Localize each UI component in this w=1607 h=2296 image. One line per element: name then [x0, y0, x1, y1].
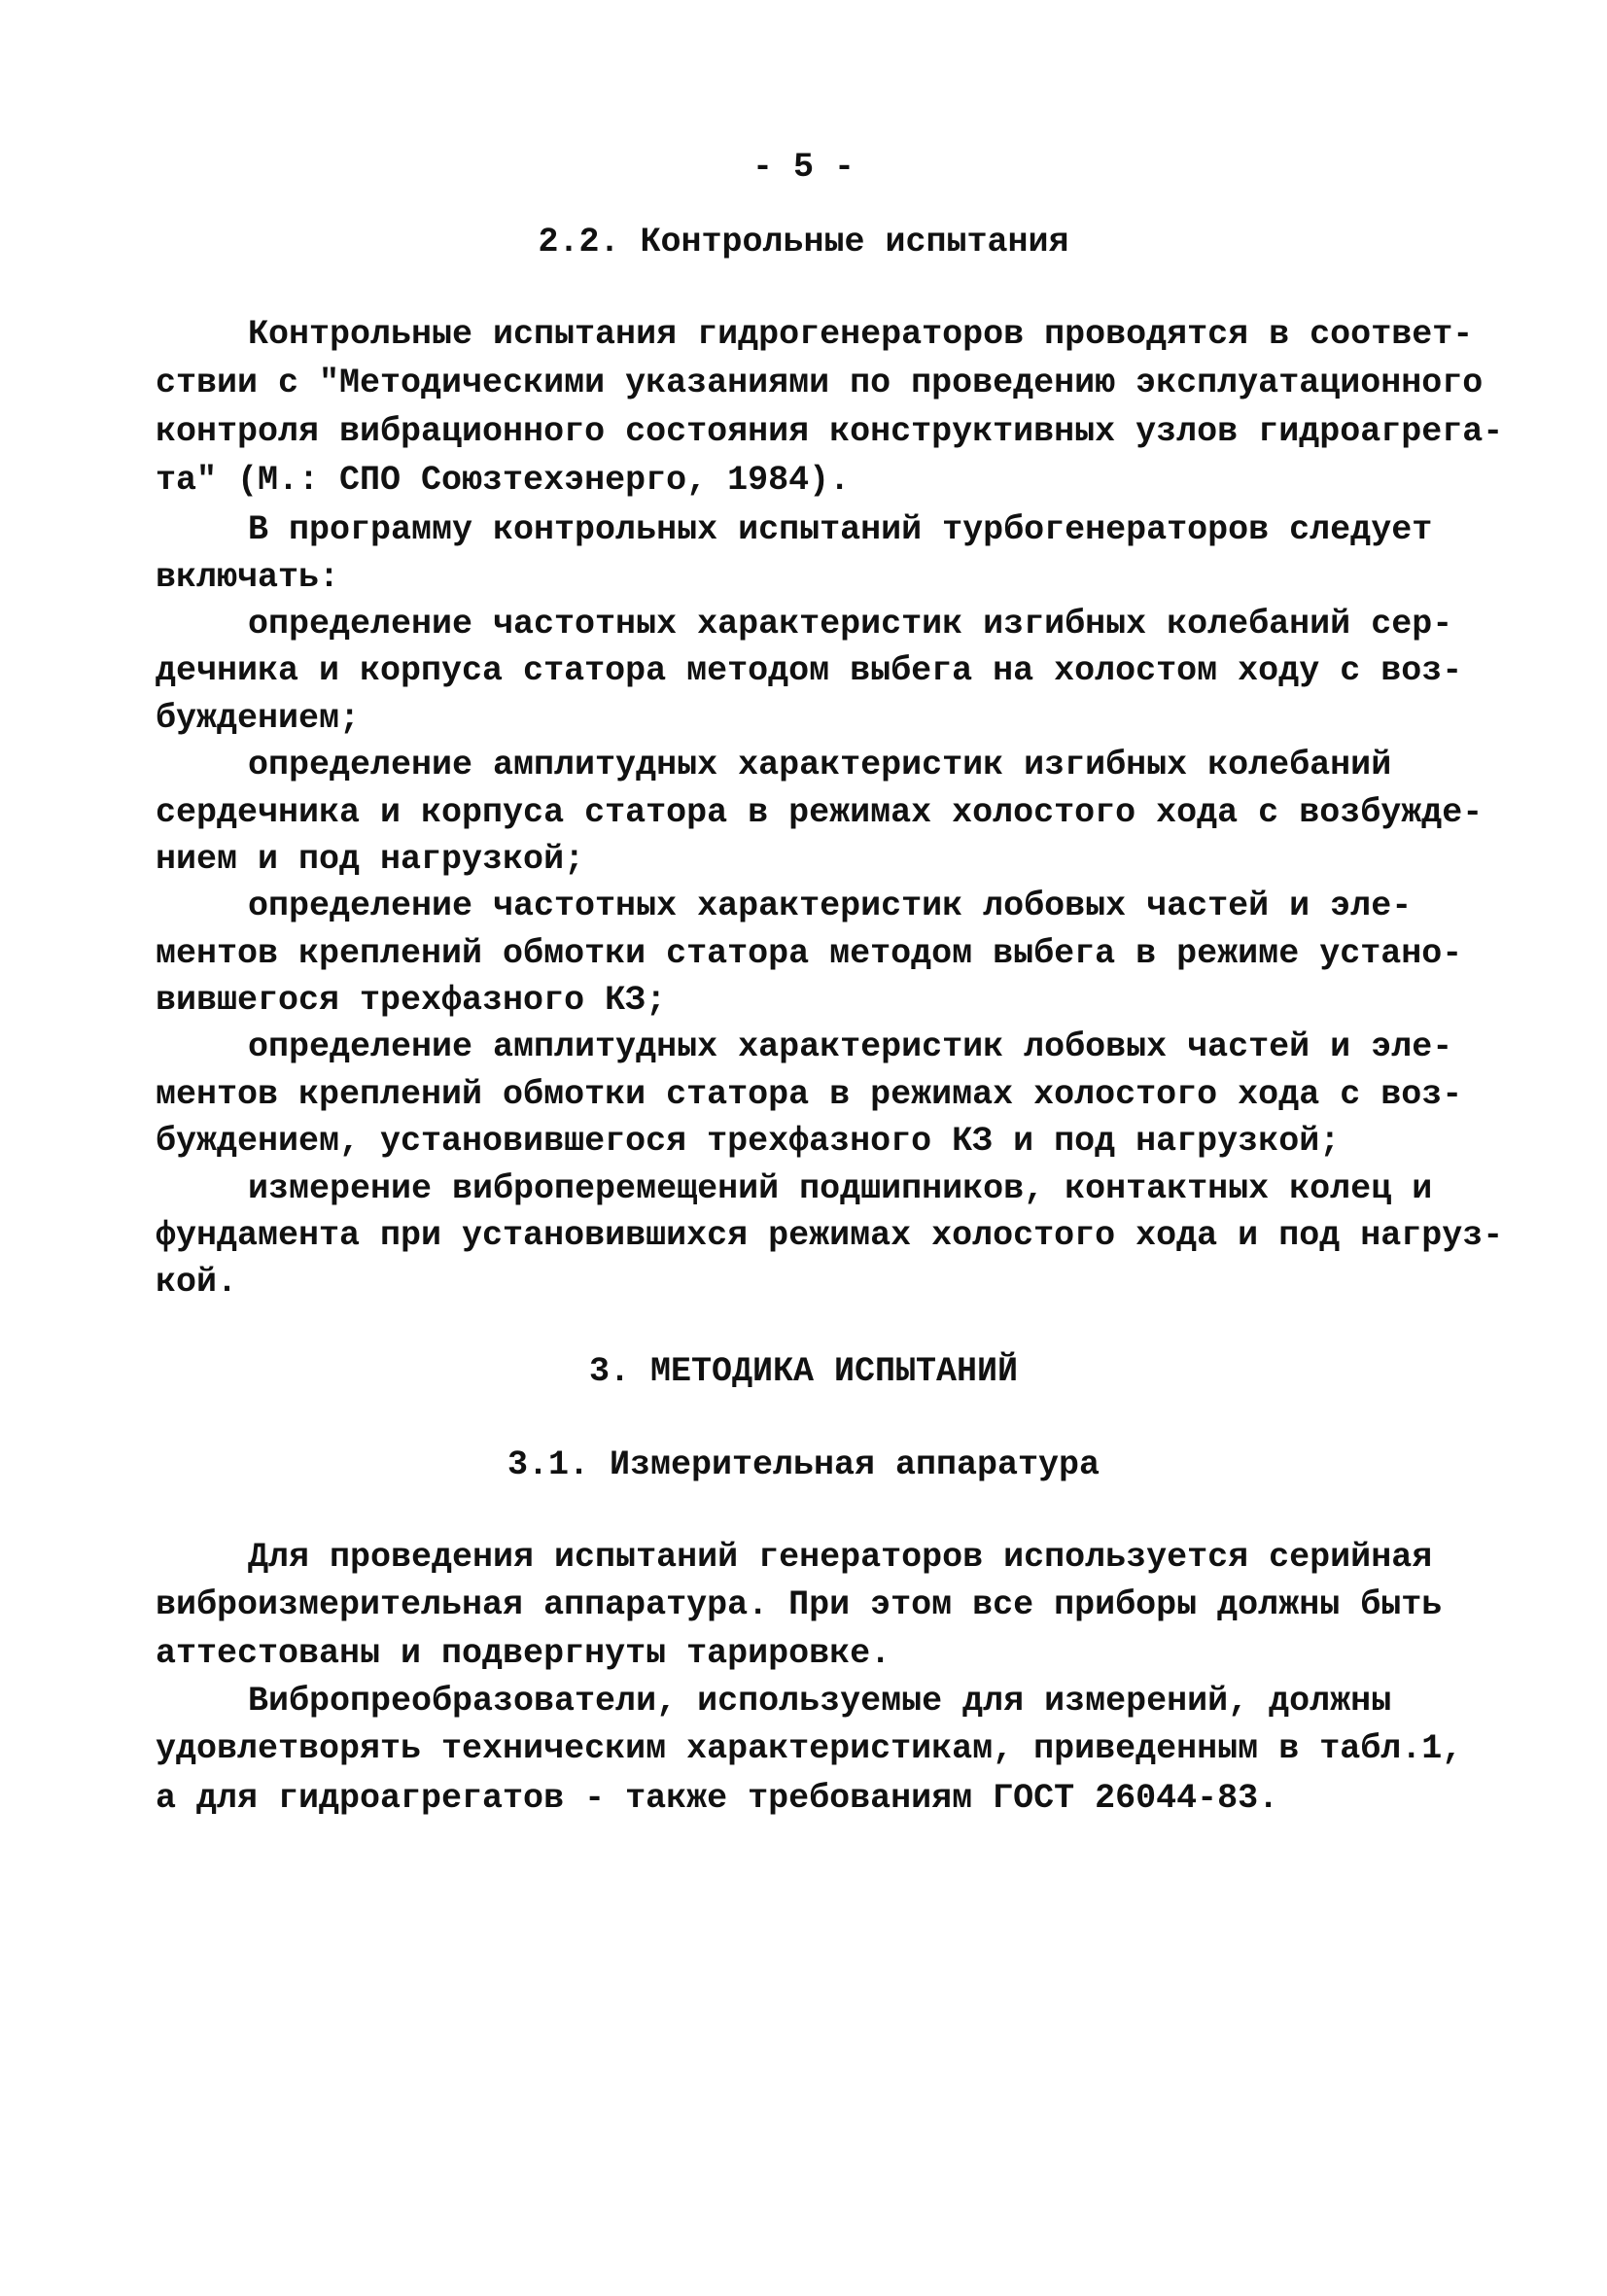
para-line: виброизмерительная аппаратура. При этом все приборы должны быть	[156, 1585, 1443, 1624]
para-line: удовлетворять техническим характеристикам, приведенным в табл.1,	[156, 1729, 1463, 1768]
para-line: включать:	[156, 558, 340, 597]
section-3-1-heading: 3.1. Измерительная аппаратура	[507, 1445, 1100, 1484]
para-line: Для проведения испытаний генераторов используется серийная	[248, 1538, 1433, 1577]
list-item-line: ментов креплений обмотки статора в режимах холостого хода с воз-	[156, 1075, 1463, 1114]
list-item-line: определение частотных характеристик лобовых частей и эле-	[248, 887, 1413, 925]
list-item-line: определение амплитудных характеристик лобовых частей и эле-	[248, 1027, 1453, 1066]
list-item-line: вившегося трехфазного КЗ;	[156, 981, 667, 1020]
para-line: та" (М.: СПО Союзтехэнерго, 1984).	[156, 461, 851, 500]
list-item-line: ментов креплений обмотки статора методом выбега в режиме устано-	[156, 934, 1463, 973]
list-item-line: определение амплитудных характеристик изгибных колебаний	[248, 746, 1392, 784]
list-item-line: дечника и корпуса статора методом выбега на холостом ходу с воз-	[156, 651, 1463, 690]
para-line: а для гидроагрегатов - также требованиям ГОСТ 26044-83.	[156, 1779, 1279, 1818]
list-item-line: определение частотных характеристик изгибных колебаний сер-	[248, 605, 1453, 644]
para-line: Контрольные испытания гидрогенераторов проводятся в соответ-	[248, 315, 1474, 354]
section-2-2-heading: 2.2. Контрольные испытания	[538, 223, 1069, 261]
para-line: ствии с "Методическими указаниями по проведению эксплуатационного	[156, 364, 1484, 402]
list-item-line: буждением, установившегося трехфазного КЗ и под нагрузкой;	[156, 1122, 1341, 1161]
para-line: контроля вибрационного состояния конструктивных узлов гидроагрега-	[156, 412, 1504, 451]
para-line: аттестованы и подвергнуты тарировке.	[156, 1634, 891, 1673]
list-item-line: кой.	[156, 1263, 238, 1302]
list-item-line: сердечника и корпуса статора в режимах холостого хода с возбужде-	[156, 793, 1484, 832]
list-item-line: буждением;	[156, 699, 361, 738]
page-number: - 5 -	[751, 148, 856, 187]
para-line: В программу контрольных испытаний турбогенераторов следует	[248, 510, 1433, 549]
list-item-line: нием и под нагрузкой;	[156, 840, 585, 879]
section-3-heading: 3. МЕТОДИКА ИСПЫТАНИЙ	[588, 1352, 1019, 1391]
list-item-line: измерение виброперемещений подшипников, контактных колец и	[248, 1169, 1433, 1208]
list-item-line: фундамента при установившихся режимах холостого хода и под нагруз-	[156, 1216, 1504, 1255]
para-line: Вибропреобразователи, используемые для измерений, должны	[248, 1682, 1392, 1721]
